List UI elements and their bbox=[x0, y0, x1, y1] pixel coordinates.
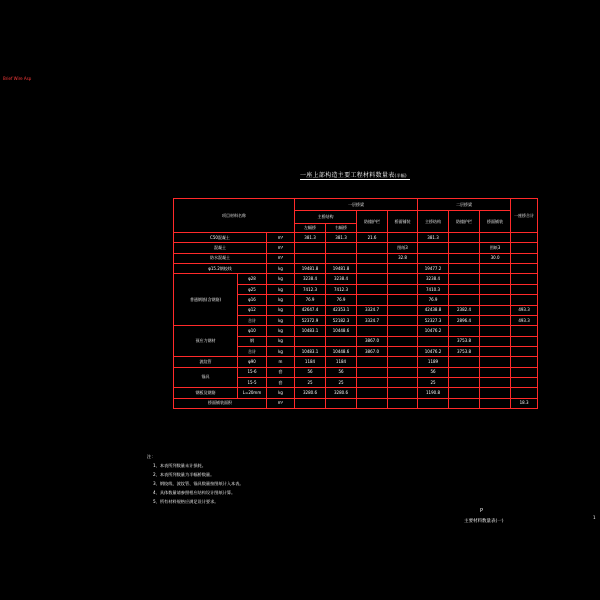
note-item: 2、本表所列数量为半幅桥数量。 bbox=[153, 472, 215, 477]
row-value: 3238.4 bbox=[418, 274, 449, 284]
row-category: 预应力钢材 bbox=[174, 326, 238, 357]
row-value bbox=[480, 233, 511, 243]
header-col-a: 防撞护栏 bbox=[357, 211, 388, 233]
row-value bbox=[388, 233, 418, 243]
row-value bbox=[418, 336, 449, 346]
row-value: 10448.6 bbox=[326, 326, 357, 336]
table-row bbox=[174, 264, 538, 274]
row-value bbox=[295, 253, 326, 263]
row-value bbox=[295, 336, 326, 346]
table-row bbox=[174, 367, 538, 377]
row-value bbox=[388, 284, 418, 294]
header-col-e: 桥面铺装 bbox=[480, 211, 511, 233]
row-value bbox=[480, 357, 511, 367]
row-value: 1190.8 bbox=[418, 388, 449, 398]
table-row bbox=[174, 253, 538, 263]
title-underline bbox=[300, 179, 410, 180]
page-mark: 1 bbox=[593, 515, 596, 520]
row-value bbox=[357, 295, 388, 305]
row-value bbox=[511, 243, 538, 253]
row-value: 52182.3 bbox=[326, 315, 357, 325]
row-value: 3867.0 bbox=[357, 346, 388, 356]
row-value: 图纸3 bbox=[388, 243, 418, 253]
row-value bbox=[326, 243, 357, 253]
row-spec: 钢 bbox=[238, 336, 267, 346]
row-value bbox=[357, 253, 388, 263]
row-value bbox=[480, 305, 511, 315]
row-value bbox=[418, 253, 449, 263]
row-unit: m² bbox=[267, 398, 295, 408]
table-grid bbox=[173, 198, 538, 409]
row-value: 76.9 bbox=[418, 295, 449, 305]
table-row bbox=[174, 243, 538, 253]
row-value: 42353.1 bbox=[326, 305, 357, 315]
notes bbox=[147, 452, 244, 506]
table-row bbox=[174, 388, 538, 398]
row-unit: kg bbox=[267, 388, 295, 398]
row-value bbox=[449, 233, 480, 243]
row-value bbox=[418, 398, 449, 408]
row-value bbox=[480, 346, 511, 356]
row-value bbox=[418, 243, 449, 253]
row-unit: kg bbox=[267, 326, 295, 336]
sheet-name: 主要材料数量表(一) bbox=[464, 519, 504, 524]
row-value bbox=[480, 295, 511, 305]
row-value: 10483.1 bbox=[295, 346, 326, 356]
row-value: 76.9 bbox=[295, 295, 326, 305]
row-value: 10476.2 bbox=[418, 346, 449, 356]
signature-mark: P bbox=[480, 508, 484, 514]
row-value bbox=[480, 315, 511, 325]
row-value bbox=[295, 398, 326, 408]
row-value: 381.3 bbox=[326, 233, 357, 243]
header-sub-left: 左幅桥 bbox=[295, 223, 326, 232]
row-value bbox=[326, 336, 357, 346]
row-value bbox=[388, 264, 418, 274]
row-spec: 15-5 bbox=[238, 377, 267, 387]
header-group-right: 二层桥梁 bbox=[418, 199, 511, 211]
row-spec: L=20mm bbox=[238, 388, 267, 398]
row-value bbox=[511, 274, 538, 284]
row-value bbox=[511, 326, 538, 336]
row-value bbox=[388, 346, 418, 356]
row-spec: φ10 bbox=[238, 326, 267, 336]
row-unit: m³ bbox=[267, 253, 295, 263]
row-value bbox=[357, 284, 388, 294]
row-value bbox=[480, 284, 511, 294]
row-category: 钢板及钢筋 bbox=[174, 388, 238, 398]
row-value: 19477.2 bbox=[418, 264, 449, 274]
row-value bbox=[388, 388, 418, 398]
note-item: 1、本表所列数量未计损耗。 bbox=[153, 463, 206, 468]
row-value: 图纸3 bbox=[480, 243, 511, 253]
row-value bbox=[449, 274, 480, 284]
row-value bbox=[388, 398, 418, 408]
row-value: 25 bbox=[326, 377, 357, 387]
header-col-d: 防撞护栏 bbox=[449, 211, 480, 233]
row-value: 10476.2 bbox=[418, 326, 449, 336]
row-value: 10448.6 bbox=[326, 346, 357, 356]
row-value bbox=[388, 315, 418, 325]
note-item: 5、所有材料规格应满足设计要求。 bbox=[153, 499, 219, 504]
row-spec: φ12 bbox=[238, 305, 267, 315]
row-value bbox=[511, 377, 538, 387]
header-main-structure: 主桥结构 bbox=[295, 211, 357, 223]
row-value: 56 bbox=[418, 367, 449, 377]
header-sub-right: 右幅桥 bbox=[326, 223, 357, 232]
row-unit: kg bbox=[267, 336, 295, 346]
row-value bbox=[357, 274, 388, 284]
row-value bbox=[357, 243, 388, 253]
row-unit: kg bbox=[267, 315, 295, 325]
row-value bbox=[449, 253, 480, 263]
row-unit: m³ bbox=[267, 233, 295, 243]
table-row bbox=[174, 398, 538, 408]
row-value: 3238.4 bbox=[326, 274, 357, 284]
row-value bbox=[357, 388, 388, 398]
row-value bbox=[511, 264, 538, 274]
row-value: 7410.3 bbox=[418, 284, 449, 294]
row-value: 42438.8 bbox=[418, 305, 449, 315]
row-spec: φ25 bbox=[238, 284, 267, 294]
row-value: 381.3 bbox=[418, 233, 449, 243]
row-value: 19481.8 bbox=[326, 264, 357, 274]
note-item: 4、具体数量请参照相应结构设计图纸计算。 bbox=[153, 490, 236, 495]
row-value bbox=[357, 367, 388, 377]
corner-note: Brief Wire Asp bbox=[3, 76, 32, 81]
row-value bbox=[511, 336, 538, 346]
row-value bbox=[449, 264, 480, 274]
note-item: 3、钢绞线、波纹管、锚具数量按图纸计入本表。 bbox=[153, 481, 244, 486]
row-value bbox=[357, 377, 388, 387]
row-unit: kg bbox=[267, 295, 295, 305]
row-value: 32.8 bbox=[388, 253, 418, 263]
row-value bbox=[480, 264, 511, 274]
row-value bbox=[449, 295, 480, 305]
table-row bbox=[174, 357, 538, 367]
row-value bbox=[511, 233, 538, 243]
header-row-1 bbox=[174, 199, 538, 211]
row-category: 波纹管 bbox=[174, 357, 238, 367]
row-value: 7412.3 bbox=[326, 284, 357, 294]
row-value: 42647.4 bbox=[295, 305, 326, 315]
table-row bbox=[174, 233, 538, 243]
row-unit: m bbox=[267, 357, 295, 367]
row-value bbox=[511, 284, 538, 294]
row-unit: 套 bbox=[267, 367, 295, 377]
table-title-text: 一座上部构造主要工程材料数量表 bbox=[300, 172, 395, 179]
row-unit: kg bbox=[267, 264, 295, 274]
header-corner: 项目材料名称 bbox=[174, 199, 295, 233]
row-value: 3238.4 bbox=[295, 274, 326, 284]
row-value bbox=[388, 326, 418, 336]
row-category: 混凝土 bbox=[174, 243, 267, 253]
row-spec: 合计 bbox=[238, 346, 267, 356]
row-value bbox=[449, 326, 480, 336]
row-value bbox=[449, 284, 480, 294]
row-unit: kg bbox=[267, 305, 295, 315]
header-col-b: 桥面铺装 bbox=[388, 211, 418, 233]
row-value: 3324.7 bbox=[357, 315, 388, 325]
table-title bbox=[300, 170, 407, 179]
row-spec: φ16 bbox=[238, 295, 267, 305]
row-unit: 套 bbox=[267, 377, 295, 387]
row-value: 52372.9 bbox=[295, 315, 326, 325]
row-value bbox=[449, 377, 480, 387]
row-value: 1184 bbox=[295, 357, 326, 367]
table-body bbox=[174, 199, 538, 409]
row-value: 3753.8 bbox=[449, 346, 480, 356]
table-row bbox=[174, 274, 538, 284]
row-value: 381.3 bbox=[295, 233, 326, 243]
header-col-c: 主桥结构 bbox=[418, 211, 449, 233]
row-unit: kg bbox=[267, 346, 295, 356]
row-spec: 合计 bbox=[238, 315, 267, 325]
row-value bbox=[357, 357, 388, 367]
row-value bbox=[357, 264, 388, 274]
row-value: 3324.7 bbox=[357, 305, 388, 315]
row-value: 1184 bbox=[326, 357, 357, 367]
row-value: 30.0 bbox=[480, 253, 511, 263]
row-value bbox=[449, 398, 480, 408]
table-title-suffix: (半幅) bbox=[394, 173, 407, 178]
row-value: 21.6 bbox=[357, 233, 388, 243]
row-value bbox=[480, 377, 511, 387]
row-unit: kg bbox=[267, 274, 295, 284]
row-value bbox=[388, 357, 418, 367]
row-value bbox=[388, 377, 418, 387]
row-value bbox=[480, 336, 511, 346]
row-value bbox=[388, 336, 418, 346]
row-value: 56 bbox=[295, 367, 326, 377]
row-value bbox=[480, 274, 511, 284]
row-value bbox=[480, 398, 511, 408]
row-value bbox=[511, 357, 538, 367]
row-value bbox=[295, 243, 326, 253]
row-category: C50混凝土 bbox=[174, 233, 267, 243]
row-value: 76.9 bbox=[326, 295, 357, 305]
row-value bbox=[449, 388, 480, 398]
row-spec: 15-6 bbox=[238, 367, 267, 377]
row-value bbox=[326, 253, 357, 263]
row-value bbox=[326, 398, 357, 408]
row-value: 3867.0 bbox=[357, 336, 388, 346]
row-unit: m³ bbox=[267, 243, 295, 253]
row-value bbox=[511, 346, 538, 356]
row-value bbox=[511, 295, 538, 305]
row-value bbox=[388, 274, 418, 284]
row-value: 25 bbox=[295, 377, 326, 387]
row-value bbox=[388, 367, 418, 377]
header-group-left: 一层桥梁 bbox=[295, 199, 418, 211]
row-category: φ15.2钢绞线 bbox=[174, 264, 267, 274]
row-value bbox=[449, 243, 480, 253]
row-spec: φ90 bbox=[238, 357, 267, 367]
row-category: 桥面铺装面积 bbox=[174, 398, 267, 408]
material-quantity-table bbox=[173, 198, 535, 409]
row-value: 56 bbox=[326, 367, 357, 377]
header-total: 一座桥合计 bbox=[511, 199, 538, 233]
row-value: 3753.8 bbox=[449, 336, 480, 346]
row-value bbox=[480, 388, 511, 398]
row-unit: kg bbox=[267, 284, 295, 294]
row-category: 普通钢筋(含钢筋) bbox=[174, 274, 238, 326]
row-value bbox=[388, 305, 418, 315]
row-value: 52327.3 bbox=[418, 315, 449, 325]
row-value bbox=[388, 295, 418, 305]
row-value bbox=[480, 326, 511, 336]
row-value bbox=[511, 367, 538, 377]
row-value bbox=[357, 326, 388, 336]
row-value: 3280.6 bbox=[295, 388, 326, 398]
row-value bbox=[511, 253, 538, 263]
row-spec: φ28 bbox=[238, 274, 267, 284]
row-value: 18.3 bbox=[511, 398, 538, 408]
row-category: 防水混凝土 bbox=[174, 253, 267, 263]
row-value bbox=[511, 388, 538, 398]
row-value: 7412.3 bbox=[295, 284, 326, 294]
row-value: 2382.4 bbox=[449, 305, 480, 315]
row-value: 493.3 bbox=[511, 315, 538, 325]
row-value bbox=[449, 367, 480, 377]
row-value bbox=[480, 367, 511, 377]
row-value: 19481.8 bbox=[295, 264, 326, 274]
row-value: 25 bbox=[418, 377, 449, 387]
row-value: 10483.1 bbox=[295, 326, 326, 336]
notes-heading: 注： bbox=[147, 454, 156, 459]
row-value: 3280.6 bbox=[326, 388, 357, 398]
row-value bbox=[357, 398, 388, 408]
row-category: 锚具 bbox=[174, 367, 238, 388]
table-row bbox=[174, 326, 538, 336]
row-value bbox=[449, 357, 480, 367]
row-value: 1189 bbox=[418, 357, 449, 367]
row-value: 2896.4 bbox=[449, 315, 480, 325]
row-value: 493.3 bbox=[511, 305, 538, 315]
